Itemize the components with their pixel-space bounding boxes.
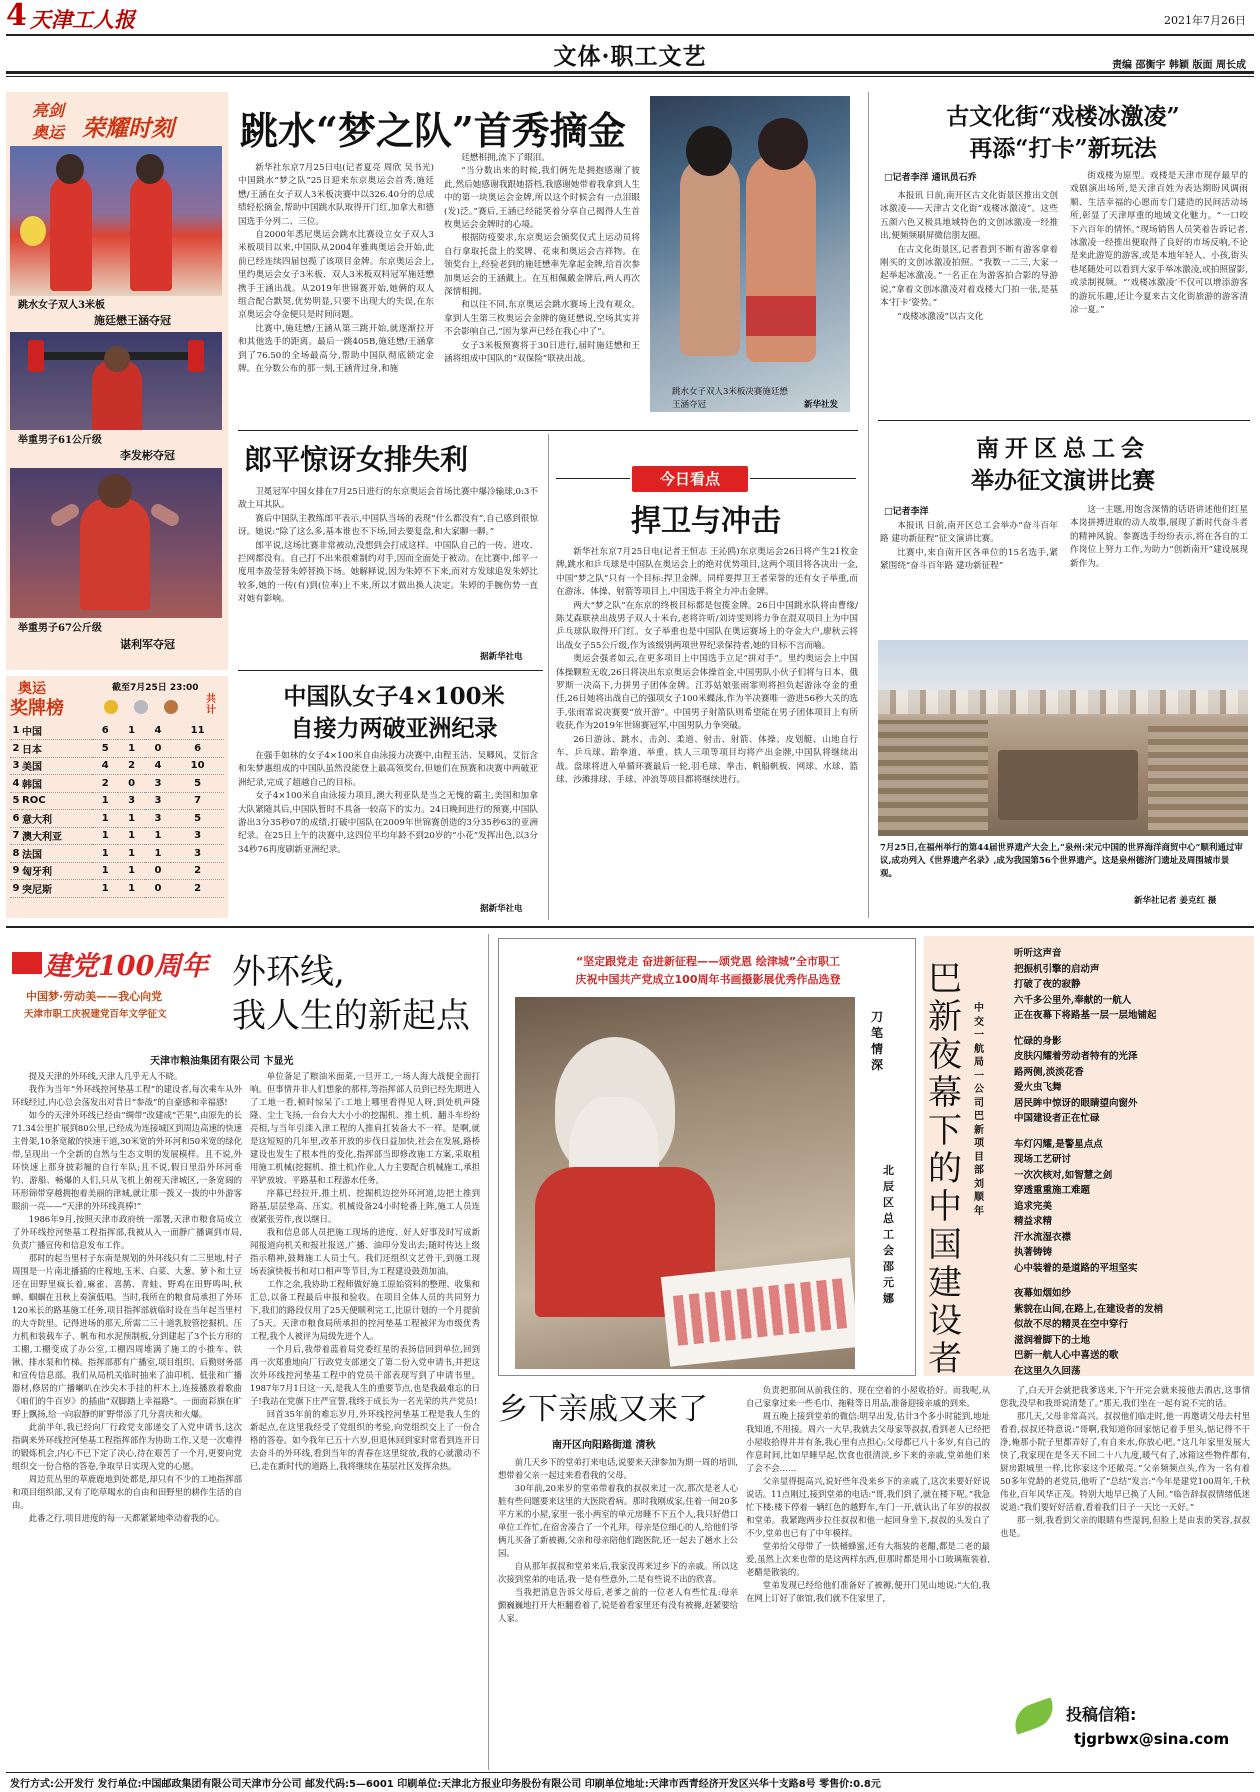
- medal-cell-g: 4: [92, 757, 118, 775]
- medal-cell-b: 3: [145, 775, 171, 793]
- paragraph: 序幕已经拉开,推土机、挖掘机边挖外环河道,边把土推到路基,层层垫高、压实。机械设备24小时轮番上阵,施工人员连夜紧张劳作,夜以继日。: [250, 1188, 480, 1224]
- poem-line: 紫貌在山间,在路上,在建设者的发梢: [1014, 1303, 1164, 1315]
- paragraph: 奥运会强者如云,在更多项目上中国选手立足“拼对手”。里约奥运会上中国体操颗粒无收,26日将决出东京奥运会体操首金,中国男队小伙子们将与日本、俄罗斯一决高下,力拼男子团体金牌。江苏姑娘张雨霏则将担负起游泳夺金的重任,26日她将出战自己的强项女子100米蝶泳,作为半决赛唯一游进56秒大关的选手,张雨霏说决赛要“放开游”。中国男子射箭队则希望能在男子团体项目上有所收获,作为2019年世锦赛冠军,中国男队力争突破。: [556, 654, 858, 732]
- medal-cell-s: 1: [118, 880, 144, 898]
- medal-row: [10, 722, 224, 740]
- paragraph: 提及天津的外环线,天津人几乎无人不晓。: [28, 1071, 183, 1081]
- paragraph: 单位备足了粮油米面菜,一旦开工,一场人海大战便全面打响。但事情并非人们想象的那样,等指挥部人员到已经先期进入了工地一看,顿时惊呆了:工地上哪里看得见人呀,到处机声隆隆、尘土飞扬,一台台大大小小的挖掘机、推土机、翻斗车纷纷亮相,与当年引滦入津工程的人推肩扛装备大不一样。是啊,就是这短短的几年里,改革开放的步伐日益加快,社会在发展,路桥建设也发生了根本性的变化,指挥部当即修改施工方案,采取租用施工机械(挖掘机、推土机)作业,人力主要配合机械施工,承担平铲放坡、平路基和工程游水任务。: [250, 1071, 480, 1185]
- contact-label: 投稿信箱:: [1066, 1705, 1137, 1724]
- nankai-body-col2: [1070, 504, 1248, 634]
- paragraph: 我和信息部人员把施工现场的进度、好人好事及时写成新闻报道向机关和报社报送,广播、油印分发出去;随时传达上级指示精神,鼓舞施工人员士气。我们还组织文艺骨干,到施工现场表演快板书和对口相声等节目,为工程建设鼓劲加油。: [250, 1227, 480, 1276]
- paragraph: 那几天,父母非常高兴。叔叔他们临走时,他一再邀请父母去村里看看,叔叔还特意说:“哥啊,我知道你回家惦记着手里头,惦记得不干净,俺那小院子里都弄好了,有自来水,你放心吧。”这几年家里发展大快了,我家现在是冬天不回二十八九度,暖气有了,冰箱这些物件都有,厨房跟城里一样,比你家这个还敞亮。”父亲频频点头,作为一名有着50多年党龄的老党员,他听了“总结”发言:“今年是建党100周年,千秋伟业,百年风华正茂。特别大地早已换了人间。”临告辞叔叔情绪低迷说道:“我们要好好活着,看着我们日子一天比一天好。”: [1000, 1411, 1250, 1512]
- daoke-banner-b: 庆祝中国共产党成立100周年书画摄影展优秀作品选登: [575, 973, 841, 986]
- medal-cell-g: 1: [92, 810, 118, 828]
- relay-body: [238, 750, 538, 918]
- medal-cell-rank: 4: [10, 775, 22, 793]
- medal-row: [10, 827, 224, 845]
- medal-title-b: 奖牌榜: [10, 698, 64, 719]
- paragraph: 自2000年悉尼奥运会跳水比赛设立女子双人3米板项目以来,中国队从2004年雅典奥运会开始,此前已经连续四届包揽了该项目金牌。东京奥运会上,里约奥运会女子3米板、双人3米板双料冠军施廷懋携手王涵出战。从2019年世锦赛开始,她俩的双人组合配合默契,优势明显,只要不出现大的失误,在东京奥运会夺金便只是时间问题。: [238, 230, 434, 321]
- medal-cell-b: 1: [145, 827, 171, 845]
- paragraph: 在古文化街景区,记者看到不断有游客拿着刚买的文创冰激凌拍照。“我数一二三,大家一起举起冰激凌。”一名正在为游客拍合影的导游说,“拿着文创冰激凌对着戏楼大门拍一张,是基本‘打卡’姿势。”: [880, 244, 1058, 309]
- medal-cell-rank: 5: [10, 792, 22, 810]
- today-body: [556, 546, 858, 918]
- gold-medal-icon: [104, 700, 118, 714]
- waihuan-body-col2: [250, 1070, 480, 1770]
- poem-lines: [1014, 946, 1250, 1379]
- medal-cell-b: 0: [145, 880, 171, 898]
- medal-cell-b: 3: [145, 810, 171, 828]
- waihuan-title-a: 外环线,: [232, 952, 345, 992]
- waihuan-byline: 天津市粮油集团有限公司 卞显光: [150, 1056, 294, 1067]
- medal-cell-b: 4: [145, 722, 171, 740]
- poem-line: 在这里久久回荡: [1014, 1365, 1081, 1377]
- paragraph: 此番之行,项目进度的每一天都紧紧地牵动着我的心。: [28, 1513, 225, 1523]
- diving-podium-photo: [10, 146, 222, 296]
- medal-cell-b: 1: [145, 845, 171, 863]
- editor-credits: 责编 邵衡宇 韩颖 版面 周长成: [1112, 60, 1246, 71]
- medal-cell-name: 日本: [22, 740, 92, 758]
- medal-cell-name: 突尼斯: [22, 880, 92, 898]
- relay-headline-b: 自接力两破亚洲纪录: [290, 715, 498, 742]
- olympic-glory-panel: [6, 92, 228, 670]
- paragraph: 新华社东京7月25日电(记者王恒志 王沁鸥)东京奥运会26日将产生21枚金牌,跳水和乒乓球是中国队在奥运会上的绝对优势项目,这两个项目将各决出一金,中国“梦之队”只有一个目标:捍卫金牌。同样要捍卫王者荣誉的还有女子举重,而在游泳、体操、射箭等项目上,中国选手将全力冲击金牌。: [556, 547, 858, 598]
- glory-caption-2a: 举重男子61公斤级: [18, 435, 102, 446]
- medal-cell-g: 1: [92, 845, 118, 863]
- paper-name: 天津工人报: [30, 7, 135, 32]
- medal-cell-name: 美国: [22, 757, 92, 775]
- paragraph: 在强手如林的女子4×100米自由泳接力决赛中,由程玉洁、吴卿风、艾衍含和朱梦惠组成的中国队虽然没能登上最高领奖台,但她们在预赛和决赛中两破亚洲纪录,完成了超越自己的目标。: [238, 751, 538, 788]
- paragraph: 本报讯 日前,南开区总工会举办“奋斗百年路 建功新征程”征文演讲比赛。: [880, 521, 1058, 545]
- poem-panel: [924, 936, 1254, 1379]
- paragraph: 如今的天津外环线已经由“绸带”改建成“芒果”,由原先的长71.34公里扩展到80公里,已经成为连接城区到周边高速的快速主骨架,10条宽敞的快速干道,30米宽的外环河和50米宽的绿化带,呈现出一个全新的自然与生态文明的发展模样。且不说,外环快速上那身披彩履的自行车队;且不说,假日里沿外环河垂钓、游船、畅爆的人们,只从飞机上俯视天津城区,一条宽阔的环形锦带穿越拥抱着美丽的津城,就让那一拨又一拨的中外游客眼前一亮——“天津的外环线真棒!”: [12, 1110, 242, 1211]
- medal-cell-s: 1: [118, 810, 144, 828]
- section-title: 文体·职工文艺: [553, 43, 707, 70]
- medal-cell-t: 3: [171, 845, 224, 863]
- paragraph: 一个月后,我带着蓝着局党委红星的表扬信回到单位,回到再一次郑重地向厂行政党支部递交了第二份入党申请书,并把这次外环线控河垫基工程中的党员干部表现写到了申请书里。1987年7月1日这一天,是我人生的重要节点,也是我最难忘的日子!我站在党旗下庄严宣誓,我终于成长为一名光荣的共产党员!: [250, 1344, 480, 1406]
- glory-caption-3a: 举重男子67公斤级: [18, 623, 102, 634]
- poem-line: 听听这声音: [1014, 948, 1062, 959]
- poem-line: 似故不尽的精灵在空中穿行: [1014, 1319, 1129, 1330]
- poem-author: 中交一航局一公司巴新项目部 刘顺年: [974, 1003, 984, 1217]
- party-logo-slogan: 中国梦·劳动美——我心向党: [26, 990, 163, 1003]
- xiangxia-body-col1: [498, 1456, 738, 1770]
- paragraph: 堂弟发现已经给他们准备好了被褥,便开门见山地说:“大伯,我在网上订好了旅馆,我们就不住家里了,: [746, 1580, 990, 1603]
- poem-line: 车灯闪耀,是警星点点: [1014, 1138, 1103, 1150]
- medal-deadline: 截至7月25日 23:00: [112, 683, 199, 693]
- weightlifting-67kg-photo: [10, 468, 222, 618]
- paragraph: 父亲显得挺高兴,说好些年没来乡下的亲戚了,这次来要好好说说话。11点刚过,接到堂弟的电话:“哥,我们到了,就在楼下呢。”我急忙下楼:楼下停着一辆红色的越野车,车门一开,就认出了年岁的叔叔和堂弟。我紧跑两步拉住叔叔和他一起回身坐下,叔叔的头发白了不少,堂弟也已有了中年模样。: [746, 1476, 990, 1538]
- paragraph: 和以往不同,东京奥运会跳水赛场上没有观众。拿到人生第三枚奥运会金牌的施廷懋说,空场其实并不会影响自己,“因为掌声已经在我心中了”。: [444, 300, 640, 338]
- nankai-headline-b: 举办征文演讲比赛: [971, 467, 1155, 494]
- diving-photo-credit: 新华社发: [804, 400, 839, 410]
- poem-line: [1014, 1127, 1250, 1137]
- medal-total-label: 共计: [206, 694, 216, 716]
- medal-row: [10, 880, 224, 898]
- medal-cell-b: 0: [145, 862, 171, 880]
- paragraph: 郎平说,这场比赛非常被动,没想到会打成这样。中国队自己的一传、进攻、拦网都没有。自己打不出来很难制约对手,因而全面处于被动。在比赛中,郎平一度用李盈莹替朱婷替换下场。她解释说,因为朱婷不下来,而对方发球追发朱婷比较多,她的一传(有)到(位率)上不来,所以才做出换人决定。朱婷的手腕伤势一直对她有影响。: [238, 540, 538, 605]
- poem-line: [1014, 1276, 1250, 1286]
- medal-row: [10, 757, 224, 775]
- medal-cell-rank: 6: [10, 810, 22, 828]
- glory-title-b: 奥运: [32, 123, 65, 142]
- paragraph: 前几天乡下的堂弟打来电话,说要来天津参加为期一周的培训,想带着父亲一起过来看看我的父母。: [498, 1457, 738, 1480]
- medal-cell-b: 0: [145, 740, 171, 758]
- paragraph: 新华社东京7月25日电(记者夏亮 周欣 吴书光)中国跳水“梦之队”25日迎来东京奥运会首秀,施廷懋/王涵在女子双人3米板决赛中以326.40分的总成绩轻松摘金,帮助中国跳水队取得开门红,加拿大和德国选手分列二、三位。: [238, 163, 434, 227]
- medal-cell-name: 意大利: [22, 810, 92, 828]
- today-headline: 捍卫与冲击: [631, 504, 781, 539]
- daoke-title: 刀笔情深: [871, 1010, 884, 1072]
- paragraph: 比赛中,施廷懋/王涵从第三跳开始,就逐渐拉开和其他选手的距离。最后一跳405B,施廷懋/王涵拿到了76.50的全场最高分,帮助中国队彻底锁定金牌。在分数公布的那一刻,王涵背过身,和施: [238, 323, 434, 375]
- relay-credit: 据新华社电: [480, 904, 523, 914]
- paragraph: 街戏楼为原型。戏楼是天津市现存最早的戏剧演出场所,是天津百姓为表达期盼风调雨顺、生活幸福的心愿而专门建造的民间活动场所,彰显了天津厚重的地域文化魅力。“一口咬下六百年的情怀。”现场销售人员笑着告诉记者,冰激凌一经推出便取得了良好的市场反响,不论是来此游览的游客,或是本地年轻人、小孩,街头巷尾随处可以看到大家手举冰激凌,或拍照留影,或录制视频。“‘戏楼冰激凌’不仅可以增添游客的游玩乐趣,还让今夏来古文化街旅游的游客清凉一夏。”: [1070, 171, 1248, 316]
- medal-cell-name: 中国: [22, 722, 92, 740]
- medal-cell-name: 澳大利亚: [22, 827, 92, 845]
- poem-line: 打破了夜的寂静: [1014, 979, 1081, 990]
- paragraph: 周边荒丛里的草鹿鹿地到处都是,却只有不少的工地指挥部和项目组织部,又有了吃草喝水的自由和田野里的耕作生活的自由。: [12, 1474, 242, 1510]
- paragraph: 廷懋相拥,流下了眼泪。: [461, 153, 550, 163]
- medal-cell-t: 5: [171, 775, 224, 793]
- poem-line: 中国建设者正在忙碌: [1014, 1113, 1100, 1124]
- paragraph: 女子3米板预赛将于30日进行,届时施廷懋和王涵将组成中国队的“双保险”联袂出战。: [444, 340, 640, 365]
- paragraph: 那一刻,我看到父亲的眼睛有些湿润,但脸上是由衷的笑容,叔叔也是。: [1000, 1515, 1250, 1538]
- quanzhou-caption: 7月25日,在福州举行的第44届世界遗产大会上,“泉州:宋元中国的世界海洋商贸中心”顺利通过审议,成功列入《世界遗产名录》,成为我国第56个世界遗产。这是泉州德济门遗址及周围城市景观。: [880, 843, 1243, 879]
- medal-cell-s: 0: [118, 775, 144, 793]
- medal-cell-t: 2: [171, 862, 224, 880]
- paragraph: 工作之余,我协助工程师做好施工原始资料的整理、收集和汇总,以备工程最后申报和验收。在项目全体人员的共同努力下,我们的路段仅用了25天便顺利完工,比原计划的一个月提前了5天。天津市粮食局所承担的控河垫基工程被评为市级优秀工程,我个人被评为局级先进个人。: [250, 1279, 480, 1341]
- medal-cell-g: 6: [92, 722, 118, 740]
- paragraph: 负责把那间从前我住的、现在空着的小屋收拾好。而我呢,从自己家拿过来一些毛巾、拖鞋等日用品,准备迎接亲戚的到来。: [746, 1385, 990, 1408]
- poem-line: 现场工艺研讨: [1014, 1154, 1072, 1165]
- medal-cell-g: 1: [92, 792, 118, 810]
- nankai-headline-a: 南开区总工会: [976, 435, 1150, 462]
- quanzhou-credit: 新华社记者 姜克红 摄: [1134, 896, 1217, 906]
- diving-embrace-photo: [650, 96, 850, 412]
- poem-title: 巴新夜幕下的中国建设者: [928, 959, 962, 1379]
- paragraph: “戏楼冰激凌”以古文化: [897, 311, 984, 322]
- diving-photo-caption: 跳水女子双人3米板决赛施廷懋 王涵夺冠: [672, 387, 788, 410]
- party-centenary-logo: [10, 944, 218, 1034]
- daoke-artist-photo: [515, 997, 855, 1369]
- guwenhua-headline-b: 再添“打卡”新玩法: [969, 135, 1157, 162]
- guwenhua-body-col1: [880, 190, 1058, 412]
- langping-body: [238, 486, 538, 664]
- paragraph: 此前半年,我已经向厂行政党支部递交了入党申请书,这次指调来外环线控河垫基工程指挥部作为协助工作,又是一次难得的锻炼机会,内心不已下定了决心,待在艰苦了一个月,更要向党组织交一份合格的答卷,争取早日实现入党的心愿。: [12, 1422, 242, 1471]
- guwenhua-headline-a: 古文化街“戏楼冰激凌”: [946, 103, 1180, 130]
- langping-credit: 据新华社电: [480, 652, 523, 662]
- quanzhou-city-photo: [878, 640, 1248, 836]
- paragraph: 30年前,20来岁的堂弟带着我的叔叔来过一次,那次是老人心脏有些问题要来这里的大医院看病。那时我刚成家,住着一间20多平方米的小屋,家里一张小两室的单元房睡不下五个人,我只好借口单位工作忙,在宿舍凑合了一个礼拜。母亲是位细心的人,给他们爷俩儿买备了新被褥,父亲和母亲陪他们跑医院,还一起去了趟水上公园。: [498, 1483, 738, 1558]
- paragraph: 了,白天开会就把我爹送来,下午开完会就来接他去酒店,这事情您我,没早和我哥说清楚了。”那天,我们坐在一起有说不完的话。: [1000, 1385, 1250, 1408]
- poem-line: 一次次核对,如智慧之剑: [1014, 1169, 1113, 1181]
- nankai-byline: □记者李洋: [884, 507, 929, 517]
- daoke-banner-a: “坚定跟党走 奋进新征程——颂党恩 绘津城”全市职工: [575, 955, 841, 968]
- langping-headline: 郎平惊讶女排失利: [244, 443, 469, 476]
- medal-cell-t: 7: [171, 792, 224, 810]
- medal-cell-t: 6: [171, 740, 224, 758]
- paragraph: “当分数出来的时候,我们俩先是拥抱感谢了彼此,然后她感谢我跟她搭档,我感谢她带着我拿到人生中的第一块奥运会金牌,所以这个时候会有一点泪眼(发)泛。”赛后,王涵已经能笑着分享自己揭得人生首枚奥运会金牌时的心境。: [444, 166, 640, 231]
- diving-body-col1: [238, 162, 434, 414]
- paragraph: 赛后中国队主教练郎平表示,中国队当场的表现“什么都没有”,自己感到很惊讶。她说:“除了这么多,基本谁也不下场,回去要复盘,和大家聊一聊。”: [238, 513, 538, 538]
- medal-cell-s: 1: [118, 862, 144, 880]
- medal-cell-s: 1: [118, 722, 144, 740]
- guwenhua-body-col2: [1070, 170, 1248, 412]
- medal-cell-s: 1: [118, 845, 144, 863]
- medal-cell-t: 2: [171, 880, 224, 898]
- poem-line: 把振机引擎的启动声: [1014, 963, 1100, 975]
- diving-headline: 跳水“梦之队”首秀摘金: [240, 108, 626, 153]
- paragraph: 比赛中,来自南开区各单位的15名选手,紧紧围绕“奋斗百年路 建功新征程”: [880, 547, 1058, 572]
- poem-line: 巴新一航人心中喜送的歌: [1014, 1350, 1119, 1361]
- medal-cell-rank: 8: [10, 845, 22, 863]
- glory-caption-2b: 李发彬夺冠: [120, 449, 175, 462]
- daoke-panel: [498, 938, 916, 1376]
- medal-row: [10, 792, 224, 810]
- paragraph: 自从那年叔叔和堂弟来后,我家没再来过乡下的亲戚。所以这次接到堂弟的电话,我一是有些意外,二是有些说不出的欣喜。: [498, 1561, 738, 1584]
- page-number: 4: [6, 0, 27, 33]
- medal-cell-b: 4: [145, 757, 171, 775]
- waihuan-title-b: 我人生的新起点: [232, 996, 470, 1036]
- glory-caption-3b: 谌利军夺冠: [120, 638, 175, 651]
- paragraph: 女子4×100米自由泳接力项目,澳大利亚队是当之无愧的霸主,美国和加拿大队紧随其后,中国队暂时不具备一较高下的实力。24日晚间进行的预赛,中国队游出3分35秒07的成绩,打破中国队在2009年世锦赛创造的3分35秒63的亚洲纪录。在25日上午的决赛中,这四位平均年龄不到20岁的“小花”发挥出色,以3分34秒76再度刷新亚洲纪录。: [238, 791, 538, 855]
- medal-cell-t: 11: [171, 722, 224, 740]
- poem-line: 夜幕如烟如纱: [1014, 1288, 1072, 1299]
- poem-line: 心中装着的是道路的平坦坚实: [1014, 1262, 1138, 1274]
- medal-cell-s: 3: [118, 792, 144, 810]
- poem-line: 皮肤闪耀着劳动者特有的光泽: [1014, 1051, 1138, 1062]
- medal-row: [10, 845, 224, 863]
- medal-cell-t: 10: [171, 757, 224, 775]
- diving-body-col2: [444, 152, 640, 416]
- contact-email[interactable]: tjgrbwx@sina.com: [1074, 1730, 1230, 1748]
- xiangxia-body-col3: [1000, 1384, 1250, 1684]
- glory-title-c: 荣耀时刻: [82, 115, 174, 142]
- paragraph: 1986年9月,按照天津市政府统一部署,天津市粮食局成立了外环线控河垫基工程指挥部,我被从入一面静广播调到市局,负责广播宣传和信息发布工作。: [12, 1214, 242, 1250]
- poem-line: 穿透重重施工难题: [1014, 1185, 1091, 1196]
- medal-row: [10, 810, 224, 828]
- medal-cell-g: 1: [92, 827, 118, 845]
- paragraph: 那时的起当里村子东南是规划的外环线只有二三里地,村子周围是一片南北播插的庄稼地,玉米、白菜、大葱、萝卜和土豆还在田野里疯长着,麻雀、喜鹊、青蛙、野鸡在田野鸣叫,秋蝉、蝈蝈在丑秋上奏演低唱。当时,我所在的粮食局承担了外环120米长的路基施工任务,项目指挥部就临时设在当年起当里村的大寺院里。记得进场的那天,所需二三十道乳胶管挖掘机、压力机和装载车子、帆布和水泥预制板,分到建起了3个长方形的工棚,工棚变成了办公室,工棚四周堆满了施工的小推车、铁锹、排水泵和竹梯。指挥部那有广播室,项目组织、后勤财务部和宣传信息部。我们从局机关临时抽来了油印机、低张和广播器材,修居的广播喇叭在沙尖木手挂的杆木上,连接播放着歌曲《咱们的牛百岁》的插曲“双脚踏上幸福路”。一面面彩旗在旷野上飘扬,给一向寂静的旷野带添了几分喜庆和火爆。: [12, 1253, 242, 1419]
- poem-line: 滋润着脚下的土地: [1014, 1334, 1091, 1346]
- medal-table-panel: [6, 676, 228, 918]
- medal-cell-g: 1: [92, 880, 118, 898]
- silver-medal-icon: [134, 700, 148, 714]
- medal-cell-name: ROC: [22, 792, 92, 810]
- poem-line: 追求完美: [1014, 1200, 1053, 1212]
- medal-cell-rank: 3: [10, 757, 22, 775]
- medal-cell-rank: 7: [10, 827, 22, 845]
- paragraph: 周五晚上接到堂弟的微信:明早出发,估计3个多小时能到,地址我知道,不用接。周六一大早,我就去父母家等叔叔,看到老人已经把小屋收拾得井井有条,我心里有点担心:父母都已八十多岁,有自己的作息时间,比如早睡早起,饮食也很清淡,乡下来的亲戚,堂弟他们来了会不会……: [746, 1411, 990, 1473]
- party-logo-title: 建党100周年: [44, 951, 209, 982]
- waihuan-body-col1: [12, 1070, 242, 1770]
- paragraph: 这一主题,用饱含深情的话语讲述他们红星本岗拼搏进取的动人故事,展现了新时代奋斗者的精神风貌。参赛选手纷纷表示,将在各自的工作岗位上努力工作,为助力“创新南开”建设展现新作为。: [1070, 505, 1248, 569]
- party-flag-icon: [12, 952, 42, 974]
- xiangxia-title: 乡下亲戚又来了: [498, 1392, 708, 1427]
- medal-cell-rank: 1: [10, 722, 22, 740]
- poem-line: 路两侧,淡淡花香: [1014, 1066, 1084, 1078]
- paragraph: 两大“梦之队”在东京的终极目标都是包揽金牌。26日中国跳水队将由曹缘/陈艾森联袂出战男子双人十米台,老将许昕/刘诗雯则将力争在混双项目上为中国乒乓球队取得开门红。女子举重也是中国队在奥运赛场上的夺金大户,廖秋云将出战女子55公斤级,作为该级别两项世界纪录保持者,她的目标不言而喻。: [556, 600, 858, 651]
- medal-cell-b: 3: [145, 792, 171, 810]
- medal-row: [10, 740, 224, 758]
- poem-line: 精益求精: [1014, 1216, 1053, 1227]
- medal-cell-name: 法国: [22, 845, 92, 863]
- poem-line: 六千多公里外,奉献的一航人: [1014, 994, 1132, 1006]
- glory-caption-1a: 跳水女子双人3米板: [18, 300, 105, 311]
- medal-cell-t: 3: [171, 827, 224, 845]
- poem-line: 执著铸铸: [1014, 1247, 1053, 1258]
- glory-title-a: 亮剑: [32, 101, 65, 120]
- daoke-author: 北辰区总工会 邵元娜: [883, 1164, 894, 1305]
- footer-info: 发行方式:公开发行 发行单位:中国邮政集团有限公司天津市分公司 邮发代码:5—6001 印刷单位:天津北方报业印务股份有限公司 印刷单位地址:天津市西青经济开发区兴华十支路8号 零售价:0.8元: [10, 1779, 881, 1790]
- medal-cell-name: 韩国: [22, 775, 92, 793]
- medal-cell-g: 5: [92, 740, 118, 758]
- medal-cell-s: 2: [118, 757, 144, 775]
- paragraph: 本报讯 日前,南开区古文化街景区推出文创冰激凌——天津古文化街“戏楼冰激凌”。这些五颜六色又极具地域特色的文创冰激凌一经推出,便频频刷屏微信朋友圈。: [880, 191, 1058, 242]
- medal-table: [10, 722, 224, 898]
- medal-title-a: 奥运: [18, 681, 46, 697]
- medal-cell-s: 1: [118, 827, 144, 845]
- contact-box: [1002, 1698, 1250, 1768]
- weightlifting-61kg-photo: [10, 332, 222, 430]
- xiangxia-body-col2: [746, 1384, 990, 1770]
- paragraph: 根据防疫要求,东京奥运会颁奖仪式上运动员将自行拿取托盘上的奖牌、花束和奥运会吉祥物。在领奖台上,经验老到的施廷懋率先拿起金牌,给首次参加奥运会的王涵戴上。在互相佩戴金牌后,两人再次深情相拥。: [444, 233, 640, 298]
- medal-row: [10, 775, 224, 793]
- medal-cell-rank: 9: [10, 862, 22, 880]
- relay-headline-a: 中国队女子4×100米: [283, 683, 505, 710]
- glory-caption-1b: 施廷懋王涵夺冠: [94, 314, 171, 327]
- today-tag: 今日看点: [632, 466, 748, 492]
- poem-line: 汗水流湿衣襟: [1014, 1231, 1072, 1243]
- paragraph: 26日游泳、跳水、击剑、柔道、射击、射箭、体操、皮划艇、山地自行车、乒乓球、跆拳道、举重、铁人三项等项目均将产出金牌,中国队将继续出战。盘球将进入单循环赛最后一轮,羽毛球、拳击、帆船帆板、网球、水球、篮球、沙滩排球、手球、冲浪等项目都将继续进行。: [556, 734, 858, 785]
- paragraph: 我作为当年“外环线控河垫基工程”的建设者,每次乘车从外环线经过,内心总会荡发出对昔日“参战”的自豪感和幸福感!: [12, 1084, 242, 1107]
- party-logo-contest: 天津市职工庆祝建党百年文学征文: [24, 1009, 167, 1020]
- bronze-medal-icon: [164, 700, 178, 714]
- medal-row: [10, 862, 224, 880]
- poem-line: 居民眸中惊讶的眼睛望向窗外: [1014, 1097, 1138, 1109]
- poem-line: 正在夜幕下将路基一层一层地铺起: [1014, 1010, 1157, 1021]
- medal-cell-rank: 2: [10, 740, 22, 758]
- medal-cell-t: 5: [171, 810, 224, 828]
- medal-cell-name: 匈牙利: [22, 862, 92, 880]
- xiangxia-byline: 南开区向阳路街道 清秋: [552, 1440, 656, 1451]
- paragraph: 回首35年前的难忘岁月,外环线控河垫基工程是我人生的新起点,在这里我经受了党组织的考验,向党组织交上了一份合格的答卷。如今我年已五十六岁,但退休回到家时常看到连开日去奋斗的外环线,看到当年的青春在这里绽放,我的心就激动不已,走在新时代的道路上,我将继续在基层社区发挥余热。: [250, 1409, 480, 1471]
- poem-line: 忙碌的身影: [1014, 1035, 1062, 1047]
- nankai-body-col1: [880, 520, 1058, 632]
- medal-cell-g: 2: [92, 775, 118, 793]
- medal-cell-g: 1: [92, 862, 118, 880]
- poem-line: 爱火虫飞舞: [1014, 1082, 1062, 1093]
- guwenhua-byline: □记者李洋 通讯员石乔: [884, 173, 977, 183]
- paragraph: 当我把消息告诉父母后,老爹之前的一位老人有些忙乱:母亲颤巍巍地打开大柜翻看着了,说是着看家里还有没有被褥,赶紧要给人家。: [498, 1587, 738, 1623]
- medal-cell-s: 1: [118, 740, 144, 758]
- paragraph: 堂弟给父母带了一铁桶蜂蜜,还有大瓶装的老醋,都是二老的最爱,虽然上次来也带的是这两样东西,但那时都是用小口玻璃瓶装着,老醋是散装的。: [746, 1541, 990, 1577]
- poem-line: [1014, 1024, 1250, 1034]
- quill-icon: [1009, 1697, 1059, 1735]
- issue-date: 2021年7月26日: [1164, 14, 1246, 27]
- medal-cell-rank: 9: [10, 880, 22, 898]
- paragraph: 卫冕冠军中国女排在7月25日进行的东京奥运会首场比赛中爆冷输球,0:3不敌土耳其队。: [238, 487, 538, 511]
